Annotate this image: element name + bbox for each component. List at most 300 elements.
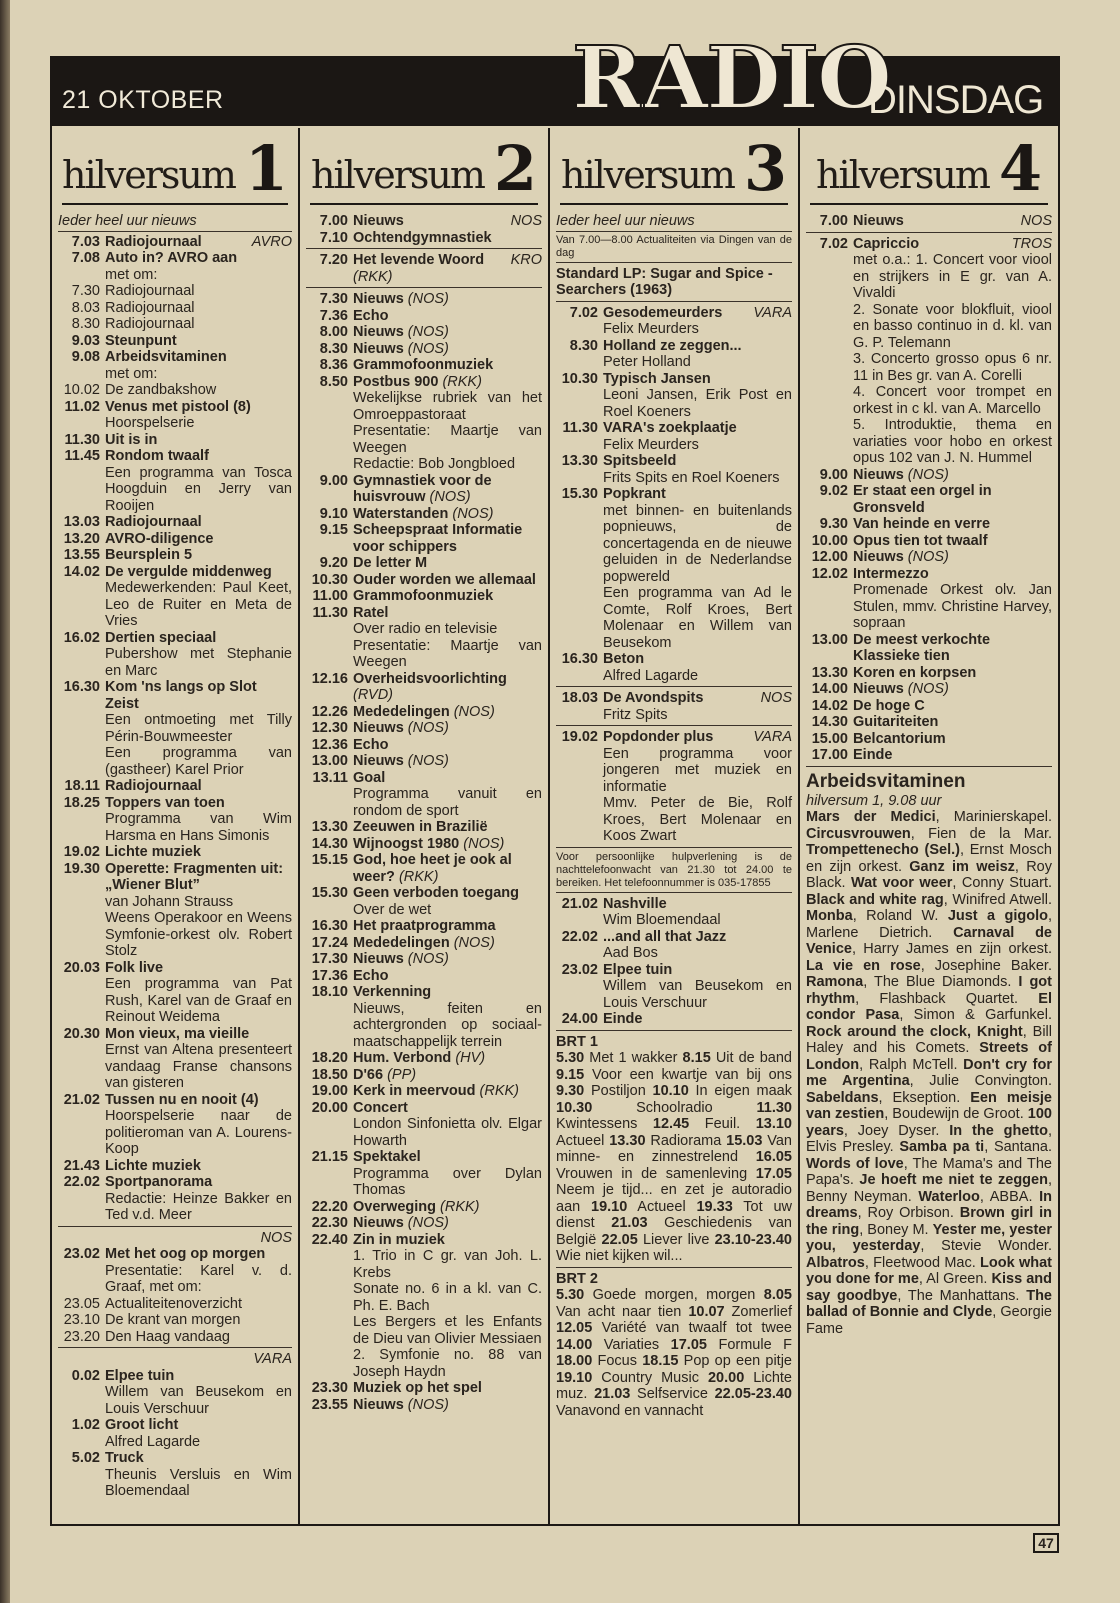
program-title-row (353, 1199, 542, 1216)
program-description: Mmv. Peter de Bie, Rolf Kroes, Bert Molenaar en Koos Zwart (603, 795, 792, 844)
program-title-text: Guitariteiten (853, 714, 939, 730)
program-description: Presentatie: Maartje van Weegen (353, 637, 542, 670)
program-title-text: Gesodemeurders (603, 304, 723, 321)
program-title (853, 549, 949, 566)
program-entry (806, 665, 1052, 682)
summary-text: , Winifred Atwell. (943, 891, 1052, 908)
program-entry (306, 1232, 542, 1381)
program-entry (556, 690, 792, 723)
program-title (853, 632, 1052, 665)
program-time: 9.20 (319, 555, 348, 571)
program-title-text: Belcantorium (853, 730, 946, 747)
program-entry (806, 236, 1052, 467)
program-time: 10.02 (63, 382, 100, 398)
summary-bold: 14.00 (556, 1336, 593, 1353)
program-title-row (105, 1174, 292, 1191)
station-number: 4 (998, 132, 1043, 206)
program-description: 2. Sonate voor blokfluit, viool en basso continuo in d. kl. van G. P. Telemann (853, 301, 1052, 351)
program-title-row (105, 679, 292, 712)
summary-text: , ABBA. (979, 1188, 1040, 1205)
summary-text: , Fien de la Mar. (910, 825, 1052, 842)
program-title-row (853, 714, 1052, 731)
program-title (105, 1368, 174, 1385)
program-title-text: Ouder worden we allemaal (353, 571, 536, 588)
program-time: 18.11 (64, 778, 100, 794)
summary-text: Van minne- en zinnestrelend (556, 1132, 792, 1165)
program-title (353, 852, 542, 885)
program-title (105, 283, 194, 300)
section-heading: BRT 2 (556, 1270, 598, 1287)
program-time: 12.26 (311, 703, 348, 720)
divider (556, 686, 792, 687)
program-title (105, 300, 194, 317)
program-title (353, 308, 388, 325)
summary-bold: 8.15 (682, 1050, 711, 1066)
program-time: 18.50 (311, 1066, 348, 1083)
program-broadcaster: (NOS) (407, 324, 449, 340)
program-title-text: Rondom twaalf (105, 448, 209, 464)
program-title-text: Nieuws (853, 681, 904, 697)
summary-text: Goede morgen, morgen (584, 1287, 764, 1303)
program-time: 16.30 (63, 679, 100, 695)
program-title-text: Spitsbeeld (603, 453, 677, 469)
program-title-row (353, 506, 542, 523)
program-time: 21.02 (63, 1091, 100, 1108)
program-title-text: Wijnoogst 1980 (353, 835, 460, 852)
program-title (105, 514, 202, 531)
summary-bold: 22.05-23.40 (714, 1386, 792, 1402)
program-description: Wim Bloemendaal (603, 912, 721, 928)
program-title (105, 1417, 178, 1434)
program-title-text: Popdonder plus (603, 729, 714, 745)
divider (806, 766, 1052, 767)
program-title-row (353, 605, 542, 622)
summary-bold: 23.10-23.40 (714, 1231, 792, 1248)
program-time: 8.03 (71, 299, 100, 316)
program-entry (556, 1011, 792, 1028)
summary-text: , Boudewijn de Groot. (884, 1106, 1028, 1122)
program-broadcaster: (NOS) (407, 1396, 449, 1413)
summary-bold: Sabeldans (806, 1089, 879, 1106)
program-title (105, 432, 157, 449)
program-time: 19.02 (561, 729, 598, 745)
program-time: 11.30 (312, 604, 348, 621)
program-broadcaster: (RKK) (442, 373, 482, 390)
summary-bold: Look what you done for me (806, 1254, 1052, 1287)
program-time: 23.05 (63, 1295, 100, 1312)
program-title (603, 453, 676, 470)
station-word: hilversum (61, 153, 235, 197)
summary-bold: 18.15 (642, 1353, 679, 1369)
program-entry (556, 486, 792, 651)
page-fold (0, 0, 10, 1603)
program-entry (306, 341, 542, 358)
program-description: Over radio en televisie (353, 621, 498, 637)
summary-bold: 10.10 (652, 1083, 689, 1099)
program-title (353, 968, 388, 985)
program-time: 18.25 (63, 794, 100, 811)
program-title-row (105, 514, 292, 531)
program-title-text: Sportpanorama (105, 1174, 213, 1190)
program-description: Nieuws, feiten en achtergronden op sociaal-maatschappelijk terrein (353, 1000, 542, 1050)
summary-bold: Mars der Medici (806, 809, 936, 825)
summary-bold: 10.30 (556, 1099, 593, 1116)
program-broadcaster: (HV) (455, 1050, 486, 1066)
program-title-text: De letter M (353, 555, 428, 571)
program-list (806, 213, 1052, 1337)
summary-text: , The Manhattans. (897, 1287, 1027, 1304)
summary-text: , Julie Convington. (909, 1073, 1053, 1089)
divider (556, 262, 792, 263)
program-title-row (105, 234, 292, 251)
program-title (853, 533, 988, 550)
program-title (353, 1397, 449, 1414)
program-time: 23.02 (63, 1246, 100, 1262)
divider (306, 287, 542, 288)
program-entry (806, 213, 1052, 230)
summary-bold: 5.30 (556, 1050, 585, 1066)
program-time: 8.30 (319, 340, 348, 357)
program-title (853, 213, 904, 230)
program-title-row (353, 213, 542, 230)
program-title-text: Nieuws (353, 1215, 404, 1231)
program-description: Programma vanuit en rondom de sport (353, 786, 542, 819)
program-entry (306, 1199, 542, 1216)
program-time: 11.45 (64, 448, 100, 464)
program-description: Theunis Versluis en Wim Bloemendaal (105, 1466, 292, 1499)
program-title-row (105, 1450, 292, 1467)
program-description: Een programma van (gastheer) Karel Prior (105, 745, 292, 778)
program-description: Redactie: Heinze Bakker en Ted v.d. Meer (105, 1190, 292, 1223)
program-entry (58, 349, 292, 382)
program-entry (58, 844, 292, 861)
program-time: 7.00 (819, 213, 848, 229)
program-title-row (353, 918, 542, 935)
program-title (353, 506, 493, 523)
program-title-text: Operette: Fragmenten uit: „Wiener Blut” (105, 860, 284, 893)
program-title (105, 1296, 242, 1313)
broadcaster-label: NOS (510, 213, 542, 229)
program-description: Wekelijkse rubriek van het Omroeppastoraat (353, 390, 542, 423)
program-time: 10.30 (561, 370, 598, 387)
summary-text: , Fleetwood Mac. (864, 1254, 981, 1271)
summary-bold: Words of love (806, 1155, 904, 1172)
program-title-text: De zandbakshow (105, 382, 217, 398)
program-title (353, 555, 427, 572)
summary-bold: Ramona (806, 974, 864, 990)
program-time: 20.00 (311, 1099, 348, 1116)
program-title-row (353, 341, 542, 358)
program-entry (58, 1312, 292, 1329)
program-time: 10.30 (311, 571, 348, 588)
program-entry (58, 514, 292, 531)
summary-bold: 11.30 (756, 1099, 792, 1116)
program-title (105, 382, 216, 399)
program-title-text: Nieuws (353, 340, 404, 357)
header-date: 21 OKTOBER (62, 86, 224, 114)
broadcaster-label: AVRO (251, 233, 292, 250)
program-entry (58, 679, 292, 778)
program-broadcaster: (NOS) (407, 1215, 449, 1231)
program-title (105, 316, 194, 333)
program-description: Peter Holland (603, 354, 691, 370)
program-title-row (105, 1329, 292, 1346)
program-title-text: Nieuws (353, 291, 404, 307)
program-title-row (603, 690, 792, 707)
program-title-row (353, 885, 542, 902)
program-title (353, 984, 431, 1001)
program-title-row (105, 300, 292, 317)
program-entry (306, 819, 542, 836)
program-description: Alfred Lagarde (603, 667, 699, 684)
program-title-text: Radiojournaal (105, 233, 202, 250)
program-title-row (353, 819, 542, 836)
program-title (105, 1312, 240, 1329)
program-broadcaster: (NOS) (453, 703, 495, 720)
program-title-row (353, 1083, 542, 1100)
program-title-row (603, 486, 792, 503)
program-entry (58, 795, 292, 845)
program-entry (806, 714, 1052, 731)
program-title (353, 213, 404, 230)
program-entry (306, 1083, 542, 1100)
program-description: Leoni Jansen, Erik Post en Roel Koeners (603, 387, 792, 420)
program-entry (306, 1380, 542, 1397)
summary-bold: 100 years (806, 1106, 1052, 1139)
program-entry (806, 747, 1052, 764)
program-title-row (853, 533, 1052, 550)
broadcaster-label: NOS (260, 1229, 292, 1246)
program-title-text: De hoge C (853, 697, 925, 714)
program-title-row (105, 1368, 292, 1385)
program-description: van Johann Strauss (105, 893, 234, 910)
summary-bold: Just a gigolo (947, 908, 1048, 924)
program-description: Felix Meurders (603, 321, 699, 337)
program-title-text: Elpee tuin (105, 1367, 175, 1384)
summary-bold: Waterloo (918, 1188, 980, 1205)
program-title (603, 371, 711, 388)
station-number: 1 (244, 132, 289, 206)
summary-text: , Santana. (984, 1139, 1052, 1155)
program-entry (58, 1417, 292, 1450)
program-title-row (853, 731, 1052, 748)
program-time: 9.10 (319, 505, 348, 522)
summary-text: Postiljon (584, 1083, 653, 1099)
program-title (353, 753, 449, 770)
program-title-text: De Avondspits (603, 690, 704, 706)
program-entry (58, 630, 292, 680)
summary-text: In eigen maak (688, 1083, 792, 1099)
program-title (603, 1011, 642, 1028)
program-title (105, 564, 272, 581)
column-hilversum-3 (550, 128, 800, 1524)
program-description: Willem van Beusekom en Louis Verschuur (603, 978, 792, 1011)
program-title (353, 1050, 485, 1067)
program-title (105, 844, 201, 861)
program-time: 23.55 (311, 1396, 348, 1413)
program-time: 12.30 (311, 720, 348, 736)
program-title-text: Tussen nu en nooit (4) (105, 1091, 259, 1108)
program-title (853, 467, 949, 484)
program-title-row (105, 250, 292, 267)
summary-text: Actueel (556, 1132, 610, 1149)
program-title-row (353, 770, 542, 787)
summary-bold: I got rhythm (806, 974, 1052, 1007)
program-broadcaster: (NOS) (452, 505, 494, 522)
program-entry (58, 547, 292, 564)
summary-text: Variété van twaalf tot twee (592, 1320, 792, 1336)
page-number: 47 (1033, 1533, 1059, 1553)
program-entry (306, 1215, 542, 1232)
program-title (353, 252, 484, 269)
program-time: 21.02 (561, 895, 598, 912)
summary-text: , Ekseption. (878, 1089, 971, 1106)
program-time: 11.30 (562, 420, 598, 436)
program-title-text: Einde (853, 747, 893, 763)
program-entry (806, 533, 1052, 550)
program-broadcaster: (NOS) (907, 549, 949, 565)
summary-text: Liever live (637, 1231, 715, 1248)
program-entry (58, 333, 292, 350)
program-time: 7.02 (569, 304, 598, 321)
summary-text: Vanavond en vannacht (556, 1402, 704, 1419)
program-time: 18.10 (311, 984, 348, 1000)
summary-bold: 17.05 (755, 1165, 792, 1182)
station-word: hilversum (560, 153, 734, 197)
program-summary (806, 809, 1052, 1337)
program-title-row (353, 836, 542, 853)
summary-bold: In the ghetto (949, 1122, 1048, 1139)
program-title-row (105, 778, 292, 795)
summary-bold: Trompettenecho (Sel.) (806, 842, 960, 858)
program-entry (306, 252, 542, 285)
program-entry (306, 1050, 542, 1067)
program-title-row (603, 453, 792, 470)
summary-bold: 9.30 (556, 1083, 585, 1099)
program-title-text: Nieuws (353, 324, 404, 340)
program-broadcaster: (NOS) (907, 681, 949, 697)
program-title (353, 572, 536, 589)
program-time: 12.36 (311, 736, 348, 753)
program-time: 13.20 (63, 530, 100, 547)
program-title (105, 1026, 249, 1043)
program-title-text: Steunpunt (105, 332, 177, 349)
program-title (853, 236, 919, 253)
summary-bold: Yester me, yester you, yesterday (806, 1221, 1052, 1254)
program-title-row (853, 632, 1052, 665)
program-list (556, 213, 792, 1419)
summary-text: , Ralph McTell. (859, 1056, 964, 1073)
divider (58, 1226, 292, 1227)
program-entry (556, 651, 792, 684)
program-title-text: Beton (603, 651, 645, 667)
program-description: (RVD) (353, 687, 394, 703)
program-broadcaster: (NOS) (407, 291, 449, 307)
program-title-row (105, 283, 292, 300)
section-heading: Standard LP: Sugar and Spice - Searchers (1963) (556, 265, 773, 298)
broadcaster-label: VARA (753, 729, 792, 745)
summary-bold: 20.00 (707, 1369, 745, 1386)
program-time: 13.55 (63, 547, 100, 563)
divider (806, 232, 1052, 233)
program-title-text: Grammofoonmuziek (353, 357, 494, 373)
news-note: Ieder heel uur nieuws (556, 213, 792, 232)
program-title-row (353, 852, 542, 885)
summary-bold: 9.15 (556, 1066, 585, 1083)
program-title-row (353, 374, 542, 391)
summary-bold: 17.05 (670, 1336, 707, 1353)
program-title-row (603, 338, 792, 355)
summary-bold: Circusvrouwen (806, 825, 911, 842)
program-description: Alfred Lagarde (105, 1433, 201, 1450)
program-description: Programma van Wim Harsma en Hans Simonis (105, 811, 292, 844)
program-title-text: Echo (353, 307, 389, 324)
summary-text: , Marinierskapel. (935, 809, 1053, 825)
program-title-text: Uit is in (105, 431, 158, 448)
program-title (105, 861, 292, 894)
program-title-text: Mededelingen (353, 703, 450, 720)
program-title (603, 962, 672, 979)
program-title-text: Zin in muziek (353, 1231, 445, 1248)
program-time: 15.30 (311, 885, 348, 901)
summary-text: Vrouwen in de samenleving (556, 1165, 756, 1182)
program-title (603, 896, 667, 913)
program-entry (806, 467, 1052, 484)
program-title-row (105, 1246, 292, 1263)
program-description: Over de wet (353, 901, 432, 918)
program-title-text: Het praatprogramma (353, 918, 496, 934)
program-description: Presentatie: Maartje van Weegen (353, 423, 542, 456)
program-description: Een programma van Ad le Comte, Rolf Kroes, Bert Molenaar en Willem van Beusekom (603, 585, 792, 651)
summary-text: , Benny Neyman. (806, 1172, 1052, 1205)
program-time: 21.43 (63, 1157, 100, 1174)
program-title-text: Kom 'ns langs op Slot Zeist (105, 679, 257, 712)
program-entry (58, 250, 292, 283)
program-broadcaster: (NOS) (407, 720, 449, 736)
program-entry (58, 1329, 292, 1346)
program-title-text: Radiojournaal (105, 283, 195, 299)
program-time: 18.03 (561, 690, 598, 706)
program-title-row (353, 753, 542, 770)
summary-text: Kwintessens (556, 1116, 653, 1132)
program-entry (58, 531, 292, 548)
program-title-row (353, 951, 542, 968)
program-time: 22.20 (311, 1198, 348, 1215)
program-entry (306, 605, 542, 671)
program-title (105, 679, 292, 712)
program-description: Frits Spits en Roel Koeners (603, 469, 780, 486)
summary-bold: 8.05 (763, 1287, 792, 1303)
program-title (353, 522, 542, 555)
program-time: 7.20 (319, 252, 348, 268)
program-description: Aad Bos (603, 945, 658, 961)
program-entry (306, 1149, 542, 1199)
divider (556, 1030, 792, 1031)
program-time: 8.00 (319, 324, 348, 340)
program-title-text: Nieuws (353, 951, 404, 967)
program-title-row (105, 564, 292, 581)
program-broadcaster: (RKK) (398, 868, 439, 885)
program-title-text: Capriccio (853, 235, 920, 252)
program-description: Programma over Dylan Thomas (353, 1165, 542, 1198)
program-title (603, 929, 726, 946)
program-time: 16.02 (63, 629, 100, 646)
program-entry (306, 968, 542, 985)
program-entry (58, 1026, 292, 1092)
program-entry (306, 357, 542, 374)
program-entry (306, 753, 542, 770)
program-title-text: Hum. Verbond (353, 1050, 452, 1066)
